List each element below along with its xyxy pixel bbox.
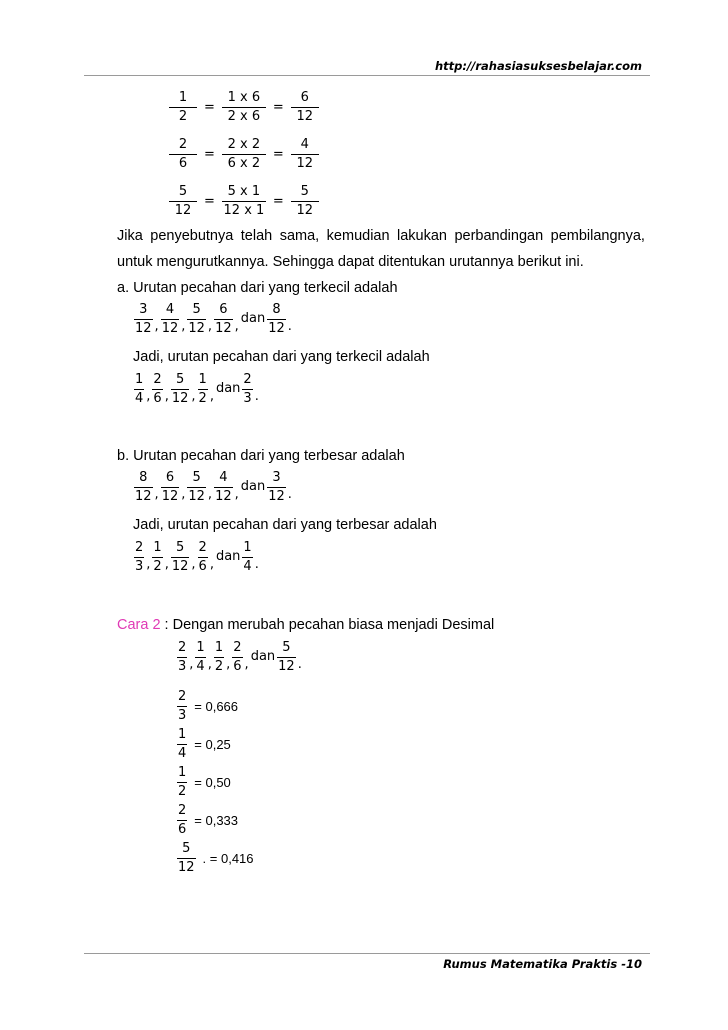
fraction xyxy=(187,470,206,505)
denominator: 4 xyxy=(196,659,205,674)
decimal-row xyxy=(176,839,254,877)
numerator: 2 xyxy=(178,640,187,655)
fraction xyxy=(177,689,187,724)
decimal-row xyxy=(176,801,254,839)
denominator: 3 xyxy=(178,707,187,723)
numerator: 5 x 1 xyxy=(227,183,261,199)
section-a-conclusion: Jadi, urutan pecahan dari yang terkecil adalah xyxy=(133,349,430,365)
denominator: 12 xyxy=(215,321,232,336)
numerator: 4 xyxy=(300,136,309,152)
fraction xyxy=(277,640,296,675)
denominator: 12 xyxy=(171,559,189,574)
fraction xyxy=(242,540,252,575)
denominator: 12 xyxy=(296,108,314,124)
fraction xyxy=(177,803,187,838)
fraction xyxy=(177,727,187,762)
dan-text: dan xyxy=(215,549,241,564)
decimal-row xyxy=(176,725,254,763)
numerator: 2 xyxy=(178,136,188,152)
numerator: 1 xyxy=(178,764,187,780)
fraction xyxy=(187,302,206,337)
denominator: 12 xyxy=(296,155,314,171)
fraction xyxy=(169,90,197,125)
fraction xyxy=(198,540,208,575)
denominator: 12 xyxy=(161,321,179,336)
numerator: 1 xyxy=(196,640,205,655)
paragraph-line-1 xyxy=(117,224,645,249)
denominator: 6 xyxy=(178,821,187,837)
denominator: 2 xyxy=(153,559,162,574)
equals-sign: = xyxy=(204,99,215,115)
fraction-list-c2: $\frac{2}{3}$ , $\frac{1}{4}$ , $\frac{1}{2}$ , $\frac{2}{6}$ , dan $\frac{5}{12}$ . xyxy=(178,640,302,674)
decimal-row xyxy=(176,763,254,801)
denominator: 12 xyxy=(135,321,152,336)
fraction xyxy=(134,540,144,575)
numerator: 5 xyxy=(282,640,291,655)
conversion-row xyxy=(168,88,320,126)
denominator: 12 xyxy=(174,202,192,218)
fraction-list-b2: $\frac{2}{3}$ , $\frac{1}{2}$ , $\frac{5}{12}$ , $\frac{2}{6}$ , dan $\frac{1}{4}$ . xyxy=(135,540,259,574)
fraction xyxy=(134,372,144,407)
conversion-row xyxy=(168,135,320,173)
numerator: 5 xyxy=(192,470,201,485)
numerator: 5 xyxy=(192,302,201,317)
numerator: 6 xyxy=(219,302,228,317)
equals-sign: = xyxy=(204,193,215,209)
word: pembilangnya, xyxy=(550,228,645,244)
fraction xyxy=(152,540,162,575)
equals-sign: = xyxy=(204,146,215,162)
fraction xyxy=(195,640,205,675)
numerator: 8 xyxy=(139,470,148,485)
word: sama, xyxy=(279,228,320,244)
word: penyebutnya xyxy=(150,228,234,244)
fraction xyxy=(152,372,162,407)
fraction xyxy=(161,470,180,505)
denominator: 3 xyxy=(243,391,252,406)
numerator: 1 xyxy=(198,372,207,387)
word: perbandingan xyxy=(454,228,544,244)
word: lakukan xyxy=(397,228,447,244)
denominator: 12 xyxy=(215,489,232,504)
decimal-row xyxy=(176,687,254,725)
fraction xyxy=(267,302,286,337)
denominator: 6 xyxy=(198,559,207,574)
word: telah xyxy=(240,228,273,244)
numerator: 1 xyxy=(214,640,224,655)
denominator: 12 xyxy=(278,659,295,674)
fraction xyxy=(267,470,286,505)
fraction xyxy=(169,137,197,172)
numerator: 5 xyxy=(175,372,185,387)
denominator: 2 xyxy=(178,108,188,124)
numerator: 1 x 6 xyxy=(227,89,261,105)
paragraph-line-2: untuk mengurutkannya. Sehingga dapat ditentukan urutannya berikut ini. xyxy=(117,254,584,270)
section-b-conclusion: Jadi, urutan pecahan dari yang terbesar adalah xyxy=(133,517,437,533)
fraction xyxy=(161,302,180,337)
equals-sign: = xyxy=(272,193,284,209)
numerator: 4 xyxy=(165,302,175,317)
fraction-list-a1: $\frac{3}{12}$ , $\frac{4}{12}$ , $\frac{5}{12}$ , $\frac{6}{12}$ , dan $\frac{8}{12}$ . xyxy=(135,302,292,336)
dan-text: dan xyxy=(240,311,266,326)
numerator: 1 xyxy=(178,89,188,105)
numerator: 2 xyxy=(178,802,187,818)
numerator: 2 x 2 xyxy=(227,136,261,152)
fraction xyxy=(134,470,153,505)
numerator: 2 xyxy=(233,640,242,655)
cara2-description: : Dengan merubah pecahan biasa menjadi Desimal xyxy=(160,617,495,633)
fraction xyxy=(177,765,187,800)
numerator: 3 xyxy=(139,302,148,317)
equals-sign: = xyxy=(272,99,284,115)
numerator: 1 xyxy=(243,540,252,555)
numerator: 1 xyxy=(135,372,144,387)
fraction xyxy=(291,90,319,125)
denominator: 6 x 2 xyxy=(227,155,261,171)
decimal-value: = 0,333 xyxy=(194,812,239,828)
numerator: 1 xyxy=(153,540,162,555)
denominator: 4 xyxy=(243,559,252,574)
header-url: http://rahasiasuksesbelajar.com xyxy=(434,59,642,73)
fraction xyxy=(232,640,242,675)
denominator: 2 xyxy=(198,391,207,406)
numerator: 4 xyxy=(219,470,228,485)
denominator: 12 xyxy=(268,321,285,336)
fraction xyxy=(291,184,319,219)
denominator: 2 xyxy=(178,783,187,799)
fraction xyxy=(214,640,224,675)
numerator: 5 xyxy=(182,840,191,856)
numerator: 6 xyxy=(165,470,175,485)
fraction-list-a2: $\frac{1}{4}$ , $\frac{2}{6}$ , $\frac{5}{12}$ , $\frac{1}{2}$ , dan $\frac{2}{3}$ . xyxy=(135,372,259,406)
decimal-value: . = 0,416 xyxy=(202,850,254,866)
denominator: 6 xyxy=(233,659,242,674)
fraction xyxy=(214,302,233,337)
numerator: 2 xyxy=(178,688,187,704)
conversion-block xyxy=(168,88,320,220)
dan-text: dan xyxy=(215,381,241,396)
word: kemudian xyxy=(326,228,390,244)
numerator: 5 xyxy=(300,183,309,199)
denominator: 12 xyxy=(188,489,205,504)
dan-text: dan xyxy=(240,479,266,494)
section-a-heading: a. Urutan pecahan dari yang terkecil adalah xyxy=(117,280,398,296)
cara2-heading xyxy=(117,613,494,638)
denominator: 2 x 6 xyxy=(227,108,261,124)
denominator: 6 xyxy=(153,391,162,406)
cara2-label: Cara 2 xyxy=(117,617,161,633)
denominator: 12 x 1 xyxy=(223,202,265,218)
fraction xyxy=(222,184,266,219)
fraction-list-b1: $\frac{8}{12}$ , $\frac{6}{12}$ , $\frac{5}{12}$ , $\frac{4}{12}$ , dan $\frac{3}{12}$ . xyxy=(135,470,292,504)
denominator: 12 xyxy=(171,391,189,406)
word: Jika xyxy=(117,228,143,244)
decimal-value: = 0,50 xyxy=(194,774,231,790)
footer-title: Rumus Matematika Praktis -10 xyxy=(443,957,642,971)
header-rule xyxy=(84,75,650,76)
denominator: 2 xyxy=(214,659,224,674)
fraction xyxy=(214,470,233,505)
decimal-value: = 0,666 xyxy=(194,698,239,714)
dan-text: dan xyxy=(250,649,276,664)
numerator: 6 xyxy=(300,89,309,105)
denominator: 6 xyxy=(178,155,188,171)
decimal-list xyxy=(176,687,254,877)
fraction xyxy=(177,841,196,876)
fraction xyxy=(171,372,190,407)
numerator: 3 xyxy=(272,470,281,485)
footer-rule xyxy=(84,953,650,954)
denominator: 12 xyxy=(188,321,205,336)
fraction xyxy=(171,540,190,575)
fraction xyxy=(198,372,208,407)
denominator: 4 xyxy=(178,745,187,761)
decimal-value: = 0,25 xyxy=(194,736,231,752)
fraction xyxy=(177,640,187,675)
numerator: 1 xyxy=(178,726,187,742)
fraction xyxy=(134,302,153,337)
fraction xyxy=(291,137,319,172)
equals-sign: = xyxy=(272,146,284,162)
denominator: 12 xyxy=(161,489,179,504)
denominator: 3 xyxy=(135,559,144,574)
numerator: 5 xyxy=(175,540,185,555)
numerator: 5 xyxy=(178,183,188,199)
conversion-row xyxy=(168,182,320,220)
numerator: 2 xyxy=(153,372,162,387)
fraction xyxy=(222,90,266,125)
section-b-heading: b. Urutan pecahan dari yang terbesar adalah xyxy=(117,448,405,464)
denominator: 12 xyxy=(268,489,285,504)
denominator: 4 xyxy=(135,391,144,406)
denominator: 12 xyxy=(178,859,195,875)
fraction xyxy=(242,372,252,407)
numerator: 2 xyxy=(198,540,207,555)
numerator: 2 xyxy=(135,540,144,555)
fraction xyxy=(169,184,197,219)
numerator: 2 xyxy=(243,372,252,387)
numerator: 8 xyxy=(272,302,281,317)
fraction xyxy=(222,137,266,172)
denominator: 3 xyxy=(178,659,187,674)
denominator: 12 xyxy=(296,202,314,218)
denominator: 12 xyxy=(135,489,152,504)
